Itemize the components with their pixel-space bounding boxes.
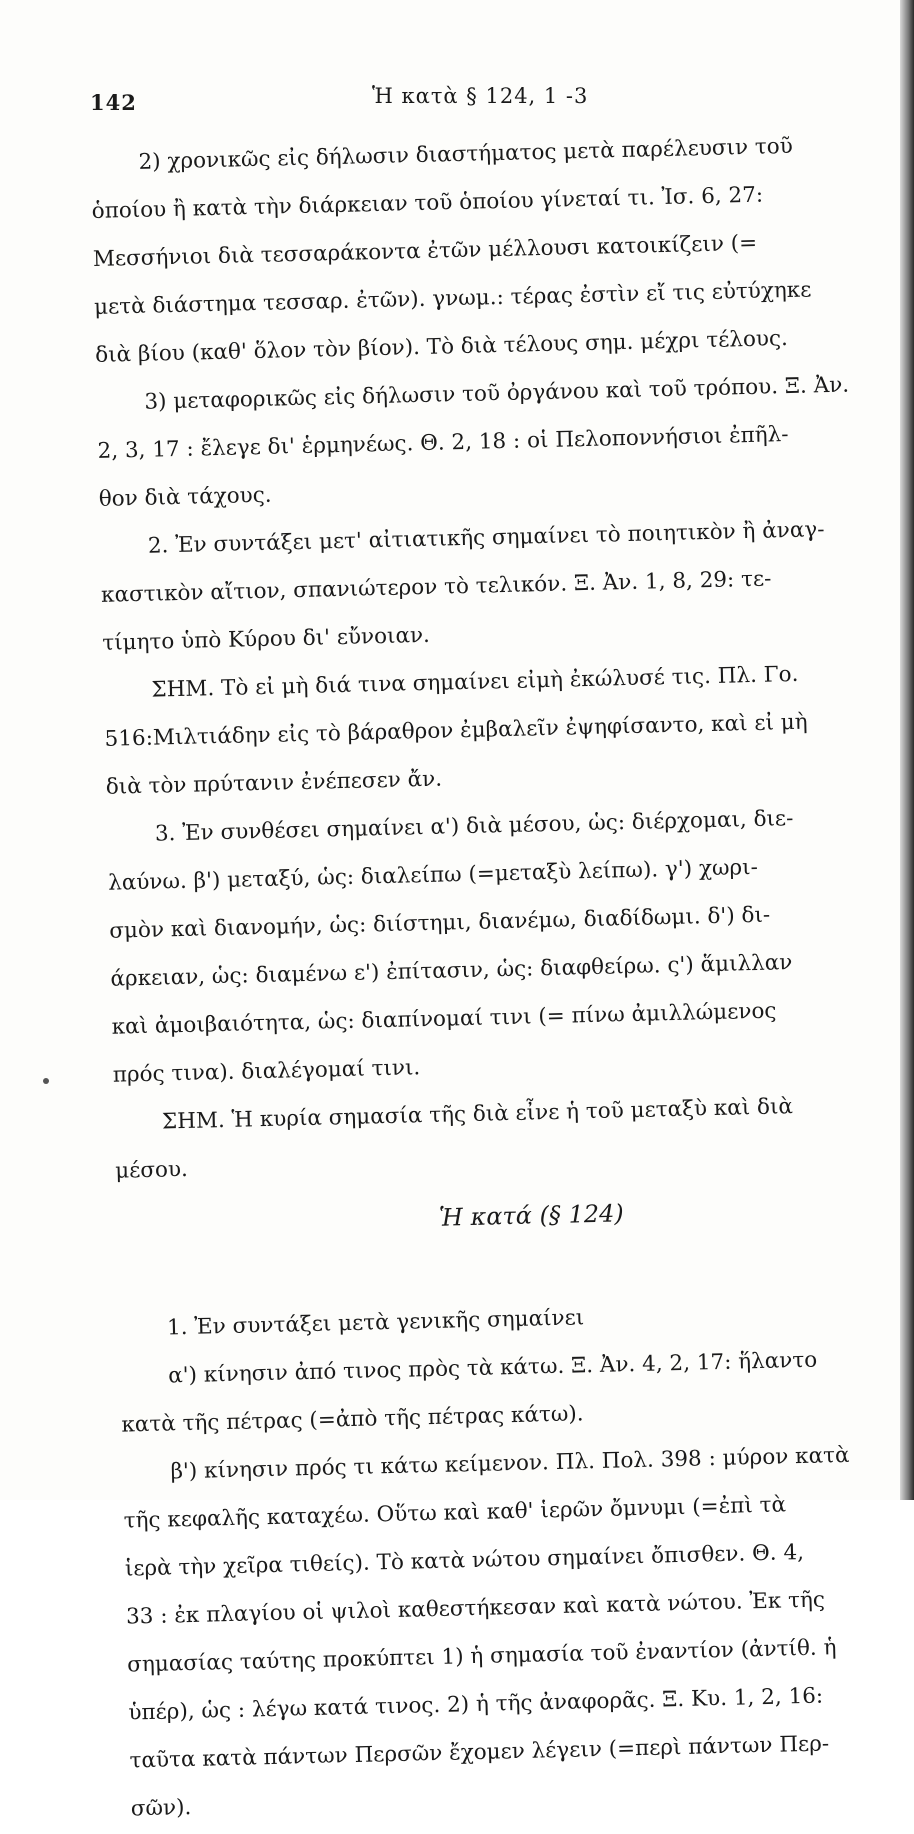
text-line: Μεσσήνιοι διὰ τεσσαράκοντα ἐτῶν μέλλουσι κατοικίζειν (= [92,230,758,272]
running-head: Ἡ κατὰ § 124, 1 -3 [372,84,589,108]
text-line: διὰ τὸν πρύτανιν ἐνέπεσεν ἄν. [105,766,443,800]
margin-speck [43,1078,49,1084]
text-line: μετὰ διάστημα τεσσαρ. ἐτῶν). γνωμ.: τέρας ἐστὶν εἴ τις εὐτύχηκε [93,277,812,320]
text-line: ὁποίου ἢ κατὰ τὴν διάρκειαν τοῦ ὁποίου γίνεταί τι. Ἰσ. 6, 27: [91,182,764,224]
text-line: 1. Ἐν συντάξει μετὰ γενικῆς σημαίνει [166,1305,585,1341]
text-line: σημασίας ταύτης προκύπτει 1) ἡ σημασία τοῦ ἐναντίον (ἀντίθ. ἡ [126,1635,837,1678]
text-line: μέσου. [114,1156,189,1184]
section-dia-continued [90,121,886,1195]
text-line: σῶν). [130,1795,192,1822]
section-kata [118,1287,901,1834]
text-line: ὑπέρ), ὡς : λέγω κατά τινος. 2) ἡ τῆς ἀναφορᾶς. Ξ. Κυ. 1, 2, 16: [128,1683,824,1726]
text-line: 2) χρονικῶς εἰς δήλωσιν διαστήματος μετὰ παρέλευσιν τοῦ [138,133,794,175]
text-line: 3) μεταφορικῶς εἰς δήλωσιν τοῦ ὀργάνου καὶ τοῦ τρόπου. Ξ. Ἀν. [144,372,850,415]
text-line: 3. Ἐν συνθέσει σημαίνει α') διὰ μέσου, ὡς: διέρχομαι, διε- [154,806,794,847]
text-line: ταῦτα κατὰ πάντων Περσῶν ἔχομεν λέγειν (=περὶ πάντων Περ- [129,1731,830,1774]
page-number: 142 [90,90,137,115]
section-title: Ἡ κατά (§ 124) [438,1199,625,1232]
page-header [90,76,850,116]
text-line: ΣΗΜ. Ἡ κυρία σημασία τῆς διὰ εἶνε ἡ τοῦ μεταξὺ καὶ διὰ [161,1094,794,1135]
text-line: τῆς κεφαλῆς καταχέω. Οὕτω καὶ καθ' ἱερῶν ὄμνυμι (=ἐπὶ τὰ [123,1492,787,1534]
text-line: 2. Ἐν συντάξει μετ' αἰτιατικῆς σημαίνει τὸ ποιητικὸν ἢ ἀναγ- [147,517,825,559]
text-line: πρός τινα). διαλέγομαί τινι. [112,1055,421,1088]
text-line: β') κίνησιν πρός τι κάτω κείμενον. Πλ. Πολ. 398 : μύρον κατὰ [170,1442,850,1485]
text-line: λαύνω. β') μεταξύ, ὡς: διαλείπω (=μεταξὺ λείπω). γ') χωρι- [107,854,759,896]
text-line: σμὸν καὶ διανομήν, ὡς: διίστημι, διανέμω, διαδίδωμι. δ') δι- [109,902,771,944]
text-line: καστικὸν αἴτιον, σπανιώτερον τὸ τελικόν. Ξ. Ἀν. 1, 8, 29: τε- [100,566,772,608]
text-line: ἱερὰ τὴν χεῖρα τιθείς). Τὸ κατὰ νώτου σημαίνει ὄπισθεν. Θ. 4, [124,1539,805,1582]
text-line: θον διὰ τάχους. [98,482,272,512]
page-edge-shadow [900,0,914,1500]
text-line: άρκειαν, ὡς: διαμένω ε') ἐπίτασιν, ὡς: διαφθείρω. ς') ἅμιλλαν [110,950,793,992]
text-line: διὰ βίου (καθ' ὅλον τὸν βίον). Τὸ διὰ τέλους σημ. μέχρι τέλους. [94,326,789,368]
text-line: 2, 3, 17 : ἔλεγε δι' ἑρμηνέως. Θ. 2, 18 : οἱ Πελοποννήσιοι ἐπῆλ- [97,422,789,464]
text-line: κατὰ τῆς πέτρας (=ἀπὸ τῆς πέτρας κάτω). [121,1401,584,1438]
text-line: 516:Μιλτιάδην εἰς τὸ βάραθρον ἐμβαλεῖν ἐψηφίσαντο, καὶ εἰ μὴ [104,709,808,752]
text-line: α') κίνησιν ἀπό τινος πρὸς τὰ κάτω. Ξ. Ἀν. 4, 2, 17: ἥλαντο [167,1347,818,1389]
text-line: ΣΗΜ. Τὸ εἰ μὴ διά τινα σημαίνει εἰμὴ ἐκώλυσέ τις. Πλ. Γο. [151,661,799,703]
text-line: 33 : ἐκ πλαγίου οἱ ψιλοὶ καθεστήκεσαν καὶ κατὰ νώτου. Ἐκ τῆς [125,1587,826,1630]
text-line: τίμητο ὑπὸ Κύρου δι' εὔνοιαν. [101,622,431,656]
text-line: καὶ ἀμοιβαιότητα, ὡς: διαπίνομαί τινι (= πίνω ἀμιλλώμενος [111,998,777,1040]
body-text [90,121,901,1833]
